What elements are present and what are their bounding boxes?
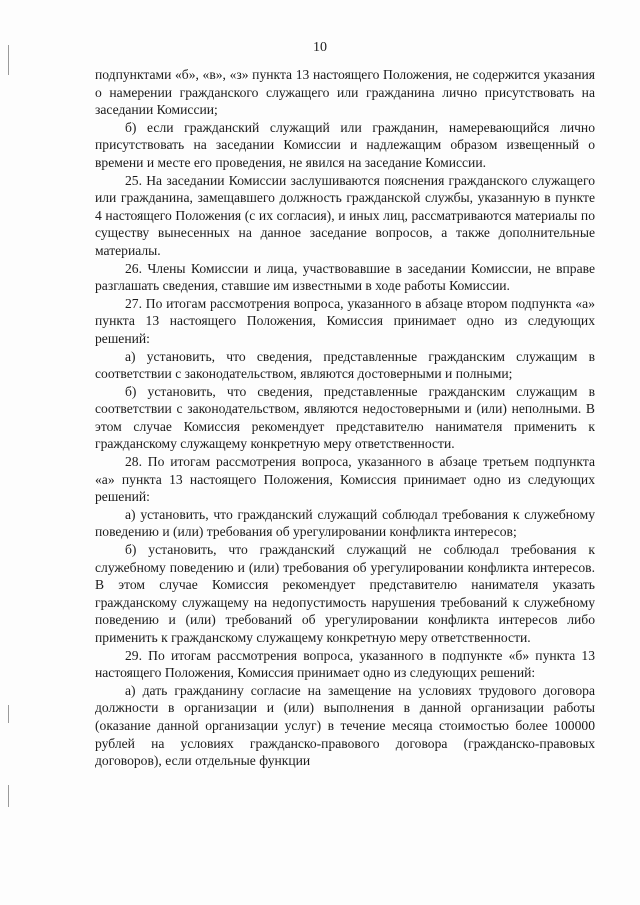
paragraph: б) установить, что сведения, представленные гражданским служащим в соответствии с законодательством, являются недостоверными и (или) неполными. В этом случае Комиссия рекомендует представителю нанимателя применить к гражданскому служащему конкретную меру ответственности. bbox=[95, 383, 595, 452]
scan-margin-mark bbox=[8, 785, 9, 807]
paragraph: 27. По итогам рассмотрения вопроса, указанного в абзаце втором подпункта «а» пункта 13 настоящего Положения, Комиссия принимает одно из следующих решений: bbox=[95, 295, 595, 346]
paragraph: 25. На заседании Комиссии заслушиваются пояснения гражданского служащего или гражданина, замещавшего должность гражданской службы, указанную в пункте 4 настоящего Положения (с их согласия), и иных лиц, рассматриваются материалы по существу вынесенных на данное заседание вопросов, а также дополнительные материалы. bbox=[95, 172, 595, 258]
paragraph: подпунктами «б», «в», «з» пункта 13 настоящего Положения, не содержится указания о намерении гражданского служащего или гражданина лично присутствовать на заседании Комиссии; bbox=[95, 67, 595, 118]
paragraph: а) установить, что гражданский служащий соблюдал требования к служебному поведению и (или) требования об урегулировании конфликта интересов; bbox=[95, 506, 595, 540]
paragraph: а) установить, что сведения, представленные гражданским служащим в соответствии с законодательством, являются достоверными и полными; bbox=[95, 348, 595, 382]
paragraph: б) установить, что гражданский служащий не соблюдал требования к служебному поведению и (или) требования об урегулировании конфликта интересов. В этом случае Комиссия рекомендует представителю нанимателя указать гражданскому служащему на недопустимость нарушения требований к служебному поведению и (или) требований об урегулировании конфликта интересов либо применить к гражданскому служащему конкретную меру ответственности. bbox=[95, 542, 595, 645]
paragraph: а) дать гражданину согласие на замещение на условиях трудового договора должности в организации и (или) выполнения в данной организации работы (оказание данной организации услуг) в течение месяца стоимостью более 100000 рублей на условиях гражданско-правового договора (гражданско-правовых договоров), если отдельные функции bbox=[95, 682, 595, 769]
paragraph: 29. По итогам рассмотрения вопроса, указанного в подпункте «б» пункта 13 настоящего Положения, Комиссия принимает одно из следующих решений: bbox=[95, 647, 595, 681]
paragraph: б) если гражданский служащий или гражданин, намеревающийся лично присутствовать на заседании Комиссии и надлежащим образом извещенный о времени и месте его проведения, не явился на заседание Комиссии. bbox=[95, 119, 595, 170]
scan-margin-mark bbox=[8, 705, 9, 723]
paragraph: 26. Члены Комиссии и лица, участвовавшие в заседании Комиссии, не вправе разглашать сведения, ставшие им известными в ходе работы Комиссии. bbox=[95, 260, 595, 294]
paragraph: 28. По итогам рассмотрения вопроса, указанного в абзаце третьем подпункта «а» пункта 13 настоящего Положения, Комиссия принимает одно из следующих решений: bbox=[95, 454, 595, 505]
page-number: 10 bbox=[313, 40, 327, 55]
document-body bbox=[95, 66, 595, 770]
